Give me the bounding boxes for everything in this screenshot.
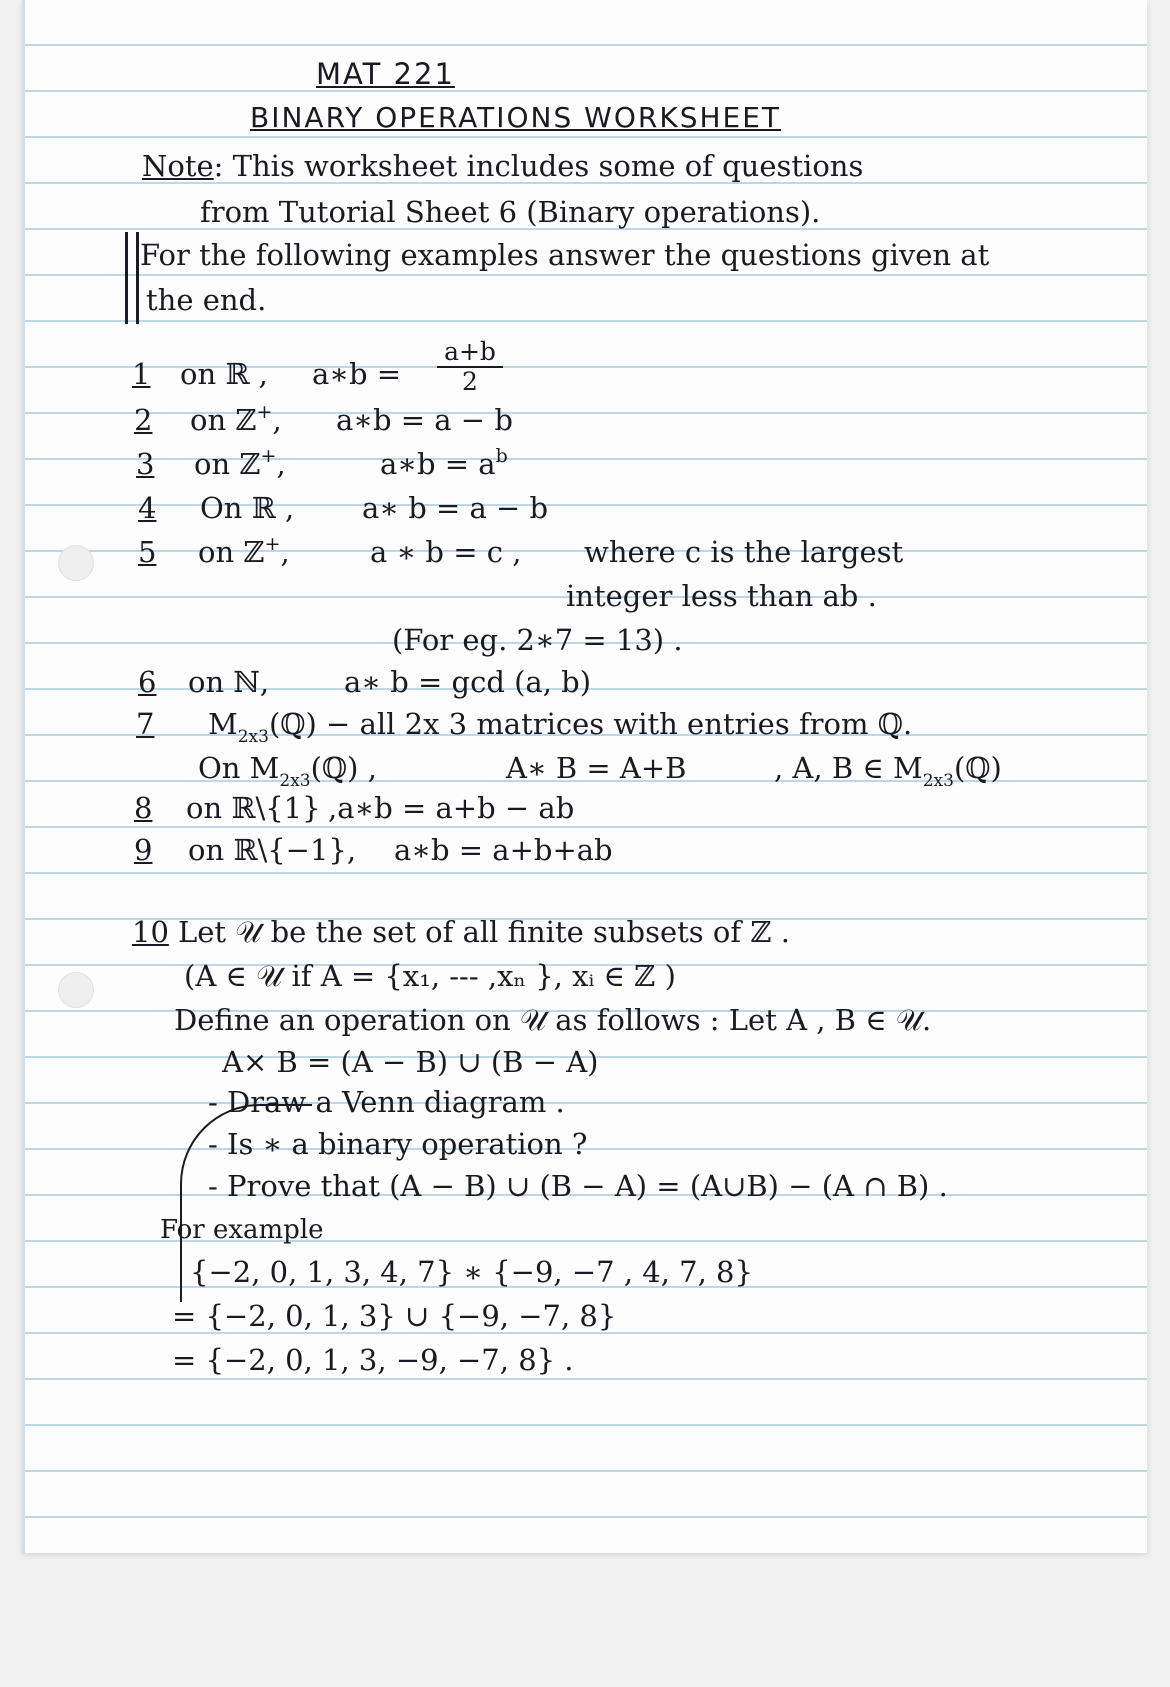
notebook-page (22, 0, 1147, 1553)
item-4-operation: a∗ b = a − b (362, 491, 549, 525)
example-line-1: {−2, 0, 1, 3, 4, 7} ∗ {−9, −7 , 4, 7, 8} (190, 1255, 753, 1289)
item-9-operation: a∗b = a+b+ab (394, 833, 613, 867)
question-10-line-1: Let 𝒰 be the set of all finite subsets of ℤ . (178, 915, 790, 949)
matrix-subscript: 2x3 (922, 771, 954, 791)
item-2-set (190, 402, 282, 442)
example-label: For example (160, 1215, 324, 1245)
item-3-number: 3 (136, 447, 155, 481)
margin-double-bar (125, 232, 139, 324)
item-5-number: 5 (138, 535, 157, 569)
example-line-3: = {−2, 0, 1, 3, −9, −7, 8} . (172, 1343, 574, 1377)
item-5-condition-2: integer less than ab . (566, 579, 877, 613)
on-rest: (ℚ) , (310, 751, 377, 785)
course-code: MAT 221 (316, 57, 455, 91)
note-line-1 (142, 148, 863, 184)
item-5-set (198, 534, 290, 574)
note-label: Note (142, 149, 214, 183)
question-10-operation: A× B = (A − B) ∪ (B − A) (222, 1045, 599, 1079)
item-7-number: 7 (136, 707, 155, 741)
item-4-set: On ℝ , (200, 491, 295, 525)
condition-end: (ℚ) (953, 751, 1002, 785)
item-2-operation: a∗b = a − b (336, 403, 513, 437)
exponent: b (495, 445, 508, 467)
page-left-edge (22, 0, 25, 1553)
item-8-operation: ,a∗b = a+b − ab (328, 791, 575, 825)
item-2-number: 2 (134, 403, 153, 437)
task-venn-diagram: - Draw a Venn diagram . (208, 1085, 565, 1119)
item-5-example: (For eg. 2∗7 = 13) . (392, 623, 683, 657)
task-binary-operation: - Is ∗ a binary operation ? (208, 1127, 588, 1161)
item-1-number: 1 (132, 357, 151, 391)
item-4-number: 4 (138, 491, 157, 525)
question-10-number: 10 (132, 915, 169, 949)
matrix-subscript: 2x3 (279, 771, 311, 791)
definition-text: (ℚ) − all 2x 3 matrices with entries from ℚ. (268, 707, 913, 741)
on-text: On M (198, 751, 280, 785)
note-line-2: from Tutorial Sheet 6 (Binary operations). (200, 195, 821, 229)
item-1-set: on ℝ , (180, 357, 268, 391)
set-name: on ℤ (198, 535, 265, 569)
item-8-set: on ℝ\{1} (186, 791, 321, 825)
set-name: on ℤ (194, 447, 261, 481)
item-7-condition (774, 750, 1002, 791)
set-comma: , (276, 447, 286, 481)
worksheet-title: BINARY OPERATIONS WORKSHEET (250, 101, 782, 134)
condition-text: , A, B ∈ M (774, 751, 923, 785)
item-1-fraction (437, 339, 503, 395)
matrix-symbol: M (208, 707, 238, 741)
item-3-set (194, 446, 286, 486)
example-line-2: = {−2, 0, 1, 3} ∪ {−9, −7, 8} (172, 1299, 617, 1333)
fraction-denominator: 2 (462, 367, 478, 396)
question-10-line-2: (A ∈ 𝒰 if A = {x₁, --- ,xₙ }, xᵢ ∈ ℤ ) (184, 959, 676, 993)
item-9-number: 9 (134, 833, 153, 867)
item-8-number: 8 (134, 791, 153, 825)
task-prove-identity: - Prove that (A − B) ∪ (B − A) = (A∪B) − (A ∩ B) . (208, 1169, 948, 1203)
item-6-operation: a∗ b = gcd (a, b) (344, 665, 592, 699)
item-6-number: 6 (138, 665, 157, 699)
item-6-set: on ℕ, (188, 665, 270, 699)
item-1-lhs: a∗b = (312, 357, 402, 391)
fraction-numerator: a+b (444, 337, 496, 366)
punch-hole (58, 972, 94, 1008)
item-7-on (198, 750, 377, 791)
set-superscript: + (260, 445, 277, 467)
item-5-operation: a ∗ b = c , (370, 535, 522, 569)
item-7-operation: A∗ B = A+B (506, 751, 687, 785)
instruction-line-1: For the following examples answer the questions given at (140, 238, 990, 272)
set-superscript: + (256, 401, 273, 423)
set-superscript: + (264, 533, 281, 555)
note-text: : This worksheet includes some of questions (213, 149, 864, 183)
set-name: on ℤ (190, 403, 257, 437)
question-10-line-3: Define an operation on 𝒰 as follows : Let A , B ∈ 𝒰. (174, 1003, 932, 1037)
operation-base: a∗b = a (380, 447, 496, 481)
set-comma: , (272, 403, 282, 437)
item-7-definition (208, 706, 912, 747)
set-comma: , (280, 535, 290, 569)
instruction-line-2: the end. (146, 283, 267, 317)
item-9-set: on ℝ\{−1}, (188, 833, 357, 867)
item-3-operation (380, 446, 508, 486)
matrix-subscript: 2x3 (237, 727, 269, 747)
item-5-condition-1: where c is the largest (584, 535, 904, 569)
punch-hole (58, 545, 94, 581)
